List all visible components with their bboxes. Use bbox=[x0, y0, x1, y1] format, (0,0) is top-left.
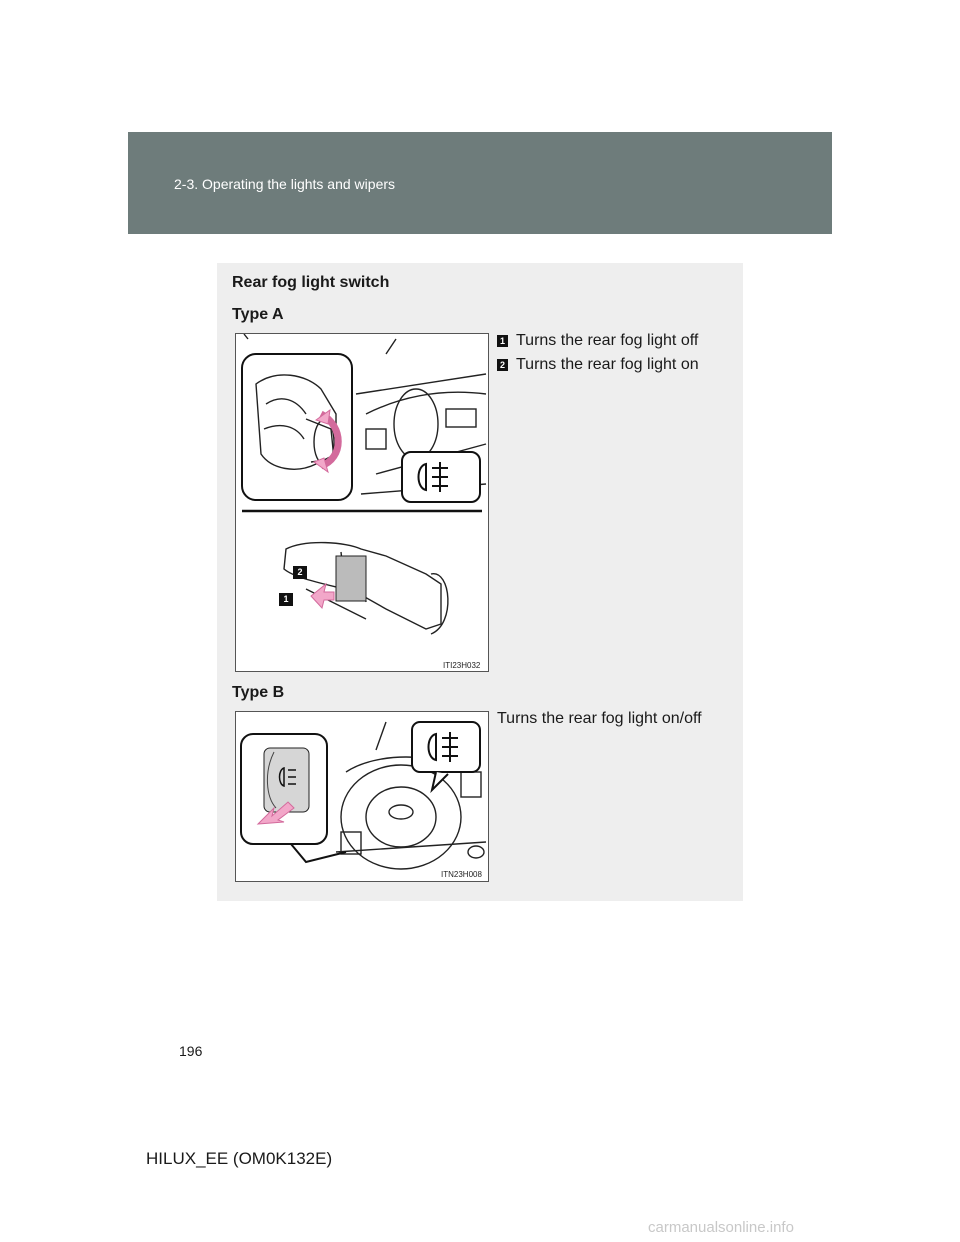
page-number: 196 bbox=[179, 1043, 203, 1059]
item-2-text: Turns the rear fog light on bbox=[516, 356, 699, 373]
page-heading: Rear fog light switch bbox=[232, 274, 390, 291]
type-a-item-1 bbox=[497, 332, 698, 350]
type-a-label: Type A bbox=[232, 306, 284, 323]
item-2-number-badge: 2 bbox=[497, 359, 508, 371]
item-1-number-badge: 1 bbox=[497, 335, 508, 347]
section-title: 2-3. Operating the lights and wipers bbox=[174, 176, 396, 192]
callout-1: 1 bbox=[279, 593, 293, 606]
type-a-figure bbox=[235, 333, 489, 672]
type-b-figure-id: ITN23H008 bbox=[441, 870, 482, 879]
type-b-label: Type B bbox=[232, 684, 285, 701]
item-1-text: Turns the rear fog light off bbox=[516, 332, 699, 349]
type-a-illustration bbox=[236, 334, 488, 671]
type-a-item-2 bbox=[497, 356, 699, 374]
type-b-figure bbox=[235, 711, 489, 882]
type-a-figure-id: ITI23H032 bbox=[443, 661, 481, 670]
type-b-illustration bbox=[236, 712, 488, 881]
watermark: carmanualsonline.info bbox=[648, 1219, 794, 1236]
document-id: HILUX_EE (OM0K132E) bbox=[146, 1149, 333, 1168]
callout-2: 2 bbox=[293, 566, 307, 579]
type-b-description: Turns the rear fog light on/off bbox=[497, 710, 702, 727]
